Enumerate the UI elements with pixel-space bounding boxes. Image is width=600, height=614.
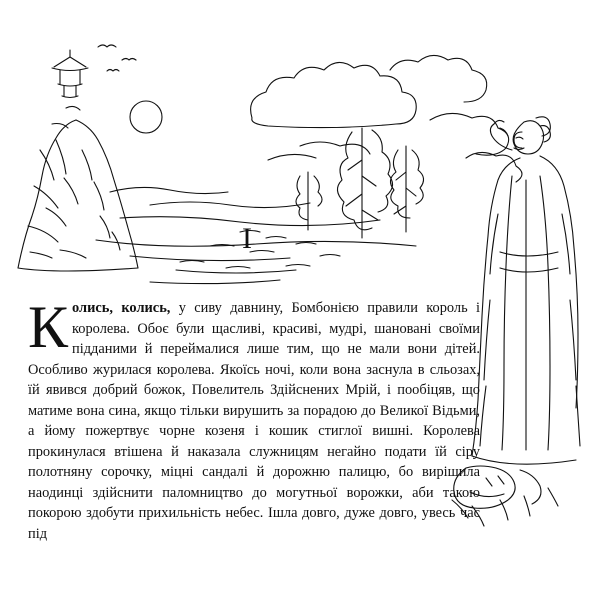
body-paragraph — [28, 294, 480, 544]
paragraph-text: у сиву давнину, Бомбонією правили король і королева. Обоє були щасливі, красиві, мудрі, шановані своїми підданими й переймалися лише тим, що не мали вони дітей. Особливо журилася королева. Якоїсь ночі, коли вона заснула в сльозах, їй явився добрий божок, Повелитель Здійснених Мрій, і пообіцяв, що матиме вона сина, якщо тільки вирушить за порадою до Великої Відьми, а йому пожертвує чорне козеня і кошик стиглої вишні. Королева прокинулася втішена й наказала служницям негайно подати їй сіру полотняну сорочку, міцні сандалі й дорожню палицю, бо вирішила наодинці здійснити паломництво до могутньої ворожки, аби такою покорою здобути прихильність небес. Ішла довго, дуже довго, увесь час під — [28, 300, 480, 542]
lead-in-bold-text: олись, колись, — [72, 300, 171, 316]
sun-icon — [130, 101, 162, 133]
drop-cap: К — [28, 294, 69, 360]
cliff-rocks — [18, 106, 138, 271]
trees — [296, 128, 424, 238]
birds-icon — [98, 45, 136, 71]
pagoda-icon — [52, 50, 88, 98]
chapter-number: I — [242, 222, 252, 255]
clouds — [251, 55, 522, 182]
